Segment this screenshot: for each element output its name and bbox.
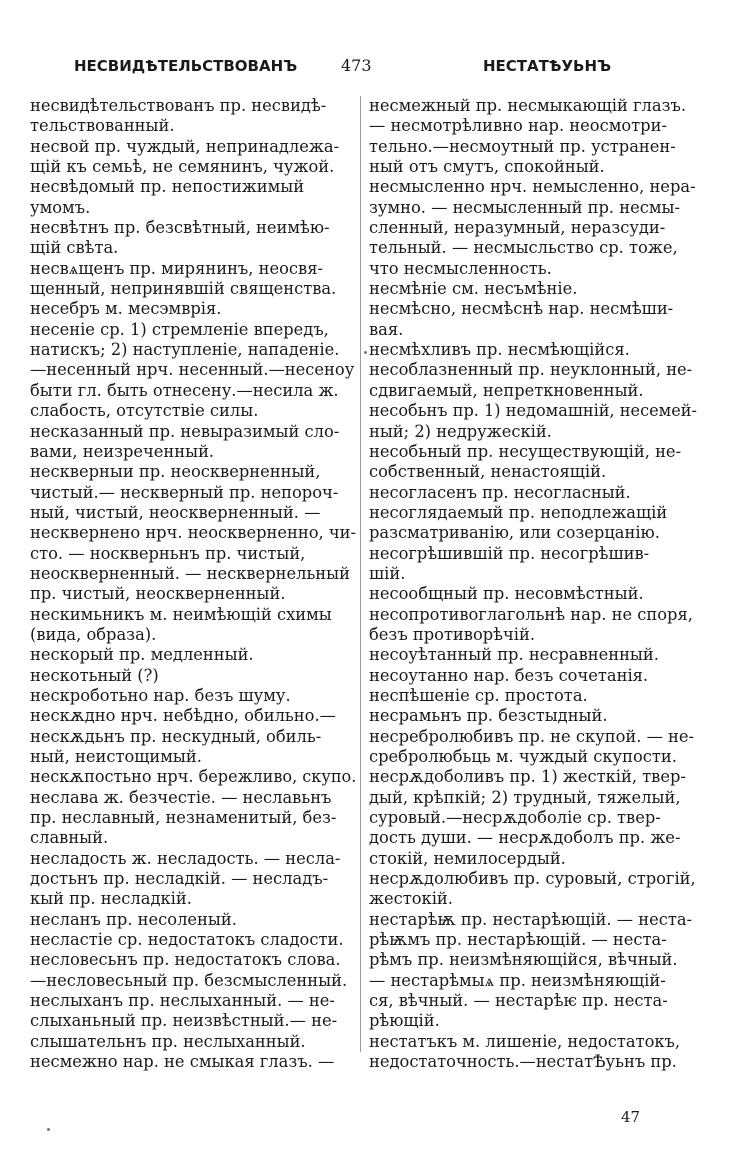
dictionary-line: ся, вѣчный. — нестарѣѥ пр. неста-	[369, 991, 668, 1011]
dictionary-line: неслава ж. безчестіе. — неславьнъ	[30, 787, 332, 807]
dictionary-line: ный отъ смутъ, спокойный.	[369, 157, 605, 177]
running-head-left: НЕСВИДѢТЕЛЬСТВОВАНЪ	[74, 57, 298, 75]
dictionary-line: ный, неистощимый.	[30, 747, 202, 766]
print-speck	[47, 1128, 50, 1131]
dictionary-line: несквернено нрч. неоскверненно, чи-	[30, 523, 356, 543]
dictionary-line: неоскверненный. — несквернельный	[30, 563, 350, 583]
dictionary-line: несмысленно нрч. немысленно, нера-	[369, 177, 696, 197]
dictionary-line: (вида, образа).	[30, 624, 157, 644]
dictionary-line: неслыханъ пр. неслыханный. — не-	[30, 991, 335, 1011]
dictionary-line: рѣѭмъ пр. нестарѣющій. — неста-	[369, 930, 667, 950]
dictionary-line: нестатъкъ м. лишеніе, недостатокъ,	[369, 1031, 681, 1051]
dictionary-line: несобьный пр. несуществующій, не-	[369, 441, 682, 461]
dictionary-line: рѣмъ пр. неизмѣняющійся, вѣчный.	[369, 950, 678, 970]
dictionary-line: —несловесьный пр. безсмысленный.	[30, 970, 348, 990]
dictionary-line: недостаточность.—нестатѢуьнъ пр.	[369, 1052, 677, 1072]
dictionary-line: рѣющій.	[369, 1011, 440, 1031]
dictionary-line: пр. неславный, незнаменитый, без-	[30, 808, 337, 828]
dictionary-line: безъ противорѣчій.	[369, 624, 535, 644]
dictionary-line: несмѣхливъ пр. несмѣющійся.	[369, 340, 630, 360]
dictionary-line: пр. чистый, неоскверненный.	[30, 584, 286, 604]
dictionary-line: чистый.— нескверный пр. непороч-	[30, 482, 339, 502]
dictionary-line: умомъ.	[30, 197, 91, 217]
dictionary-line: несобьнъ пр. 1) недомашній, несемей-	[369, 401, 697, 421]
dictionary-line: несвѣдомый пр. непостижимый	[30, 177, 305, 197]
print-speck	[364, 351, 367, 354]
right-column	[369, 96, 700, 1073]
dictionary-line: несеніе ср. 1) стремленіе впередъ,	[30, 319, 329, 339]
dictionary-line: слабость, отсутствіе силы.	[30, 401, 259, 421]
dictionary-line: несмѣніе см. несъмѣніе.	[369, 279, 578, 299]
dictionary-line: несоглядаемый пр. неподлежащій	[369, 502, 668, 522]
dictionary-line: слышательнъ пр. неслыханный.	[30, 1031, 306, 1051]
dictionary-line: щенный, непринявшій священства.	[30, 279, 337, 299]
dictionary-line: ный; 2) недружескій.	[369, 421, 552, 441]
dictionary-line: несмежный пр. несмыкающій глазъ.	[369, 96, 686, 115]
dictionary-line: несрѫдоболивъ пр. 1) жесткій, твер-	[369, 767, 686, 787]
dictionary-line: несмежно нар. не смыкая глазъ. —	[30, 1052, 335, 1072]
page-number: 473	[341, 56, 372, 75]
dictionary-line: тельно.—несмоутный пр. устранен-	[369, 136, 676, 156]
dictionary-line: сленный, неразумный, неразсуди-	[369, 218, 666, 238]
dictionary-line: — несмотрѣливно нар. неосмотри-	[369, 116, 667, 136]
dictionary-line: быти гл. быть отнесену.—несила ж.	[30, 380, 339, 400]
dictionary-line: нестарѣѭ пр. нестарѣющій. — неста-	[369, 909, 693, 929]
dictionary-line: несебръ м. месэмврія.	[30, 299, 222, 319]
dictionary-line: шій.	[369, 563, 406, 583]
dictionary-line: что несмысленность.	[369, 258, 552, 278]
dictionary-line: ный, чистый, неоскверненный. —	[30, 502, 321, 522]
dictionary-line: несрѫдолюбивъ пр. суровый, строгій,	[369, 869, 696, 889]
dictionary-line: несребролюбивъ пр. не скупой. — не-	[369, 726, 695, 746]
dictionary-line: нескимьникъ м. неимѣющій схимы	[30, 604, 332, 624]
dictionary-line: несогласенъ пр. несогласный.	[369, 482, 631, 502]
dictionary-line: несвидѣтельствованъ пр. несвидѣ-	[30, 96, 327, 115]
dictionary-line: кый пр. несладкій.	[30, 889, 192, 909]
dictionary-line: тельный. — несмысльство ср. тоже,	[369, 238, 678, 258]
dictionary-line: сдвигаемый, непреткновенный.	[369, 380, 644, 400]
signature-mark: 47	[621, 1108, 641, 1126]
dictionary-line: несопротивоглагольнѣ нар. не споря,	[369, 604, 693, 624]
dictionary-line: несоутанно нар. безъ сочетанія.	[369, 665, 649, 685]
dictionary-line: нескѫпостьно нрч. бережливо, скупо.	[30, 767, 357, 787]
column-divider	[360, 96, 361, 1052]
dictionary-line: вая.	[369, 319, 404, 339]
running-head-right: НЕСТАТѢУЬНЪ	[483, 57, 612, 75]
dictionary-line: несмѣсно, несмѣснѣ нар. несмѣши-	[369, 299, 674, 319]
dictionary-line: тельствованный.	[30, 116, 175, 136]
dictionary-line: —несенный нрч. несенный.—несеноу	[30, 360, 355, 380]
dictionary-line: зумно. — несмысленный пр. несмы-	[369, 197, 680, 217]
dictionary-line: суровый.—несрѫдоболіе ср. твер-	[369, 808, 661, 828]
dictionary-line: несластіе ср. недостатокъ сладости.	[30, 930, 344, 950]
dictionary-line: нескѫдьнъ пр. нескудный, обиль-	[30, 726, 322, 746]
dictionary-line: несоблазненный пр. неуклонный, не-	[369, 360, 693, 380]
dictionary-line: несланъ пр. несоленый.	[30, 909, 237, 929]
dictionary-line: несвѧщенъ пр. мирянинъ, неосвя-	[30, 258, 323, 278]
dictionary-line: несвѣтнъ пр. безсвѣтный, неимѣю-	[30, 218, 330, 238]
dictionary-line: несказанный пр. невыразимый сло-	[30, 421, 340, 441]
dictionary-line: щій къ семьѣ, не семянинъ, чужой.	[30, 157, 335, 177]
dictionary-line: нескверныи пр. неоскверненный,	[30, 462, 321, 482]
dictionary-line: нескотьный (?)	[30, 665, 159, 685]
dictionary-line: стокій, немилосердый.	[369, 848, 566, 868]
dictionary-line: несоуѣтанный пр. несравненный.	[369, 645, 659, 665]
dictionary-line: несловесьнъ пр. недостатокъ слова.	[30, 950, 341, 970]
dictionary-line: дость души. — несрѫдоболъ пр. же-	[369, 828, 681, 848]
dictionary-line: несообщный пр. несовмѣстный.	[369, 584, 644, 604]
dictionary-line: нескѫдно нрч. небѣдно, обильно.—	[30, 706, 336, 726]
dictionary-line: нескорый пр. медленный.	[30, 645, 254, 665]
dictionary-line: несогрѣшившій пр. несогрѣшив-	[369, 543, 650, 563]
left-column	[30, 96, 360, 1073]
dictionary-line: слыханьный пр. неизвѣстный.— не-	[30, 1011, 338, 1031]
dictionary-line: несрамьнъ пр. безстыдный.	[369, 706, 608, 726]
dictionary-line: нескроботьно нар. безъ шуму.	[30, 685, 291, 705]
dictionary-line: натискъ; 2) наступленіе, нападеніе.	[30, 340, 340, 360]
dictionary-line: собственный, ненастоящій.	[369, 462, 607, 482]
dictionary-line: — нестарѣмыѧ пр. неизмѣняющій-	[369, 970, 666, 990]
dictionary-line: сребролюбьць м. чуждый скупости.	[369, 747, 677, 766]
dictionary-line: несвой пр. чуждый, непринадлежа-	[30, 136, 340, 156]
dictionary-line: сто. — носкверньнъ пр. чистый,	[30, 543, 306, 563]
dictionary-line: жестокій.	[369, 889, 453, 909]
dictionary-line: щій свѣта.	[30, 238, 119, 258]
dictionary-line: славный.	[30, 828, 109, 848]
dictionary-line: достьнъ пр. несладкій. — несладъ-	[30, 869, 329, 889]
dictionary-line: разсматриванію, или созерцанію.	[369, 523, 660, 543]
dictionary-line: неспѣшеніе ср. простота.	[369, 685, 588, 705]
dictionary-line: дый, крѣпкій; 2) трудный, тяжелый,	[369, 787, 681, 807]
dictionary-line: вами, неизреченный.	[30, 441, 215, 461]
dictionary-line: несладость ж. несладость. — несла-	[30, 848, 341, 868]
